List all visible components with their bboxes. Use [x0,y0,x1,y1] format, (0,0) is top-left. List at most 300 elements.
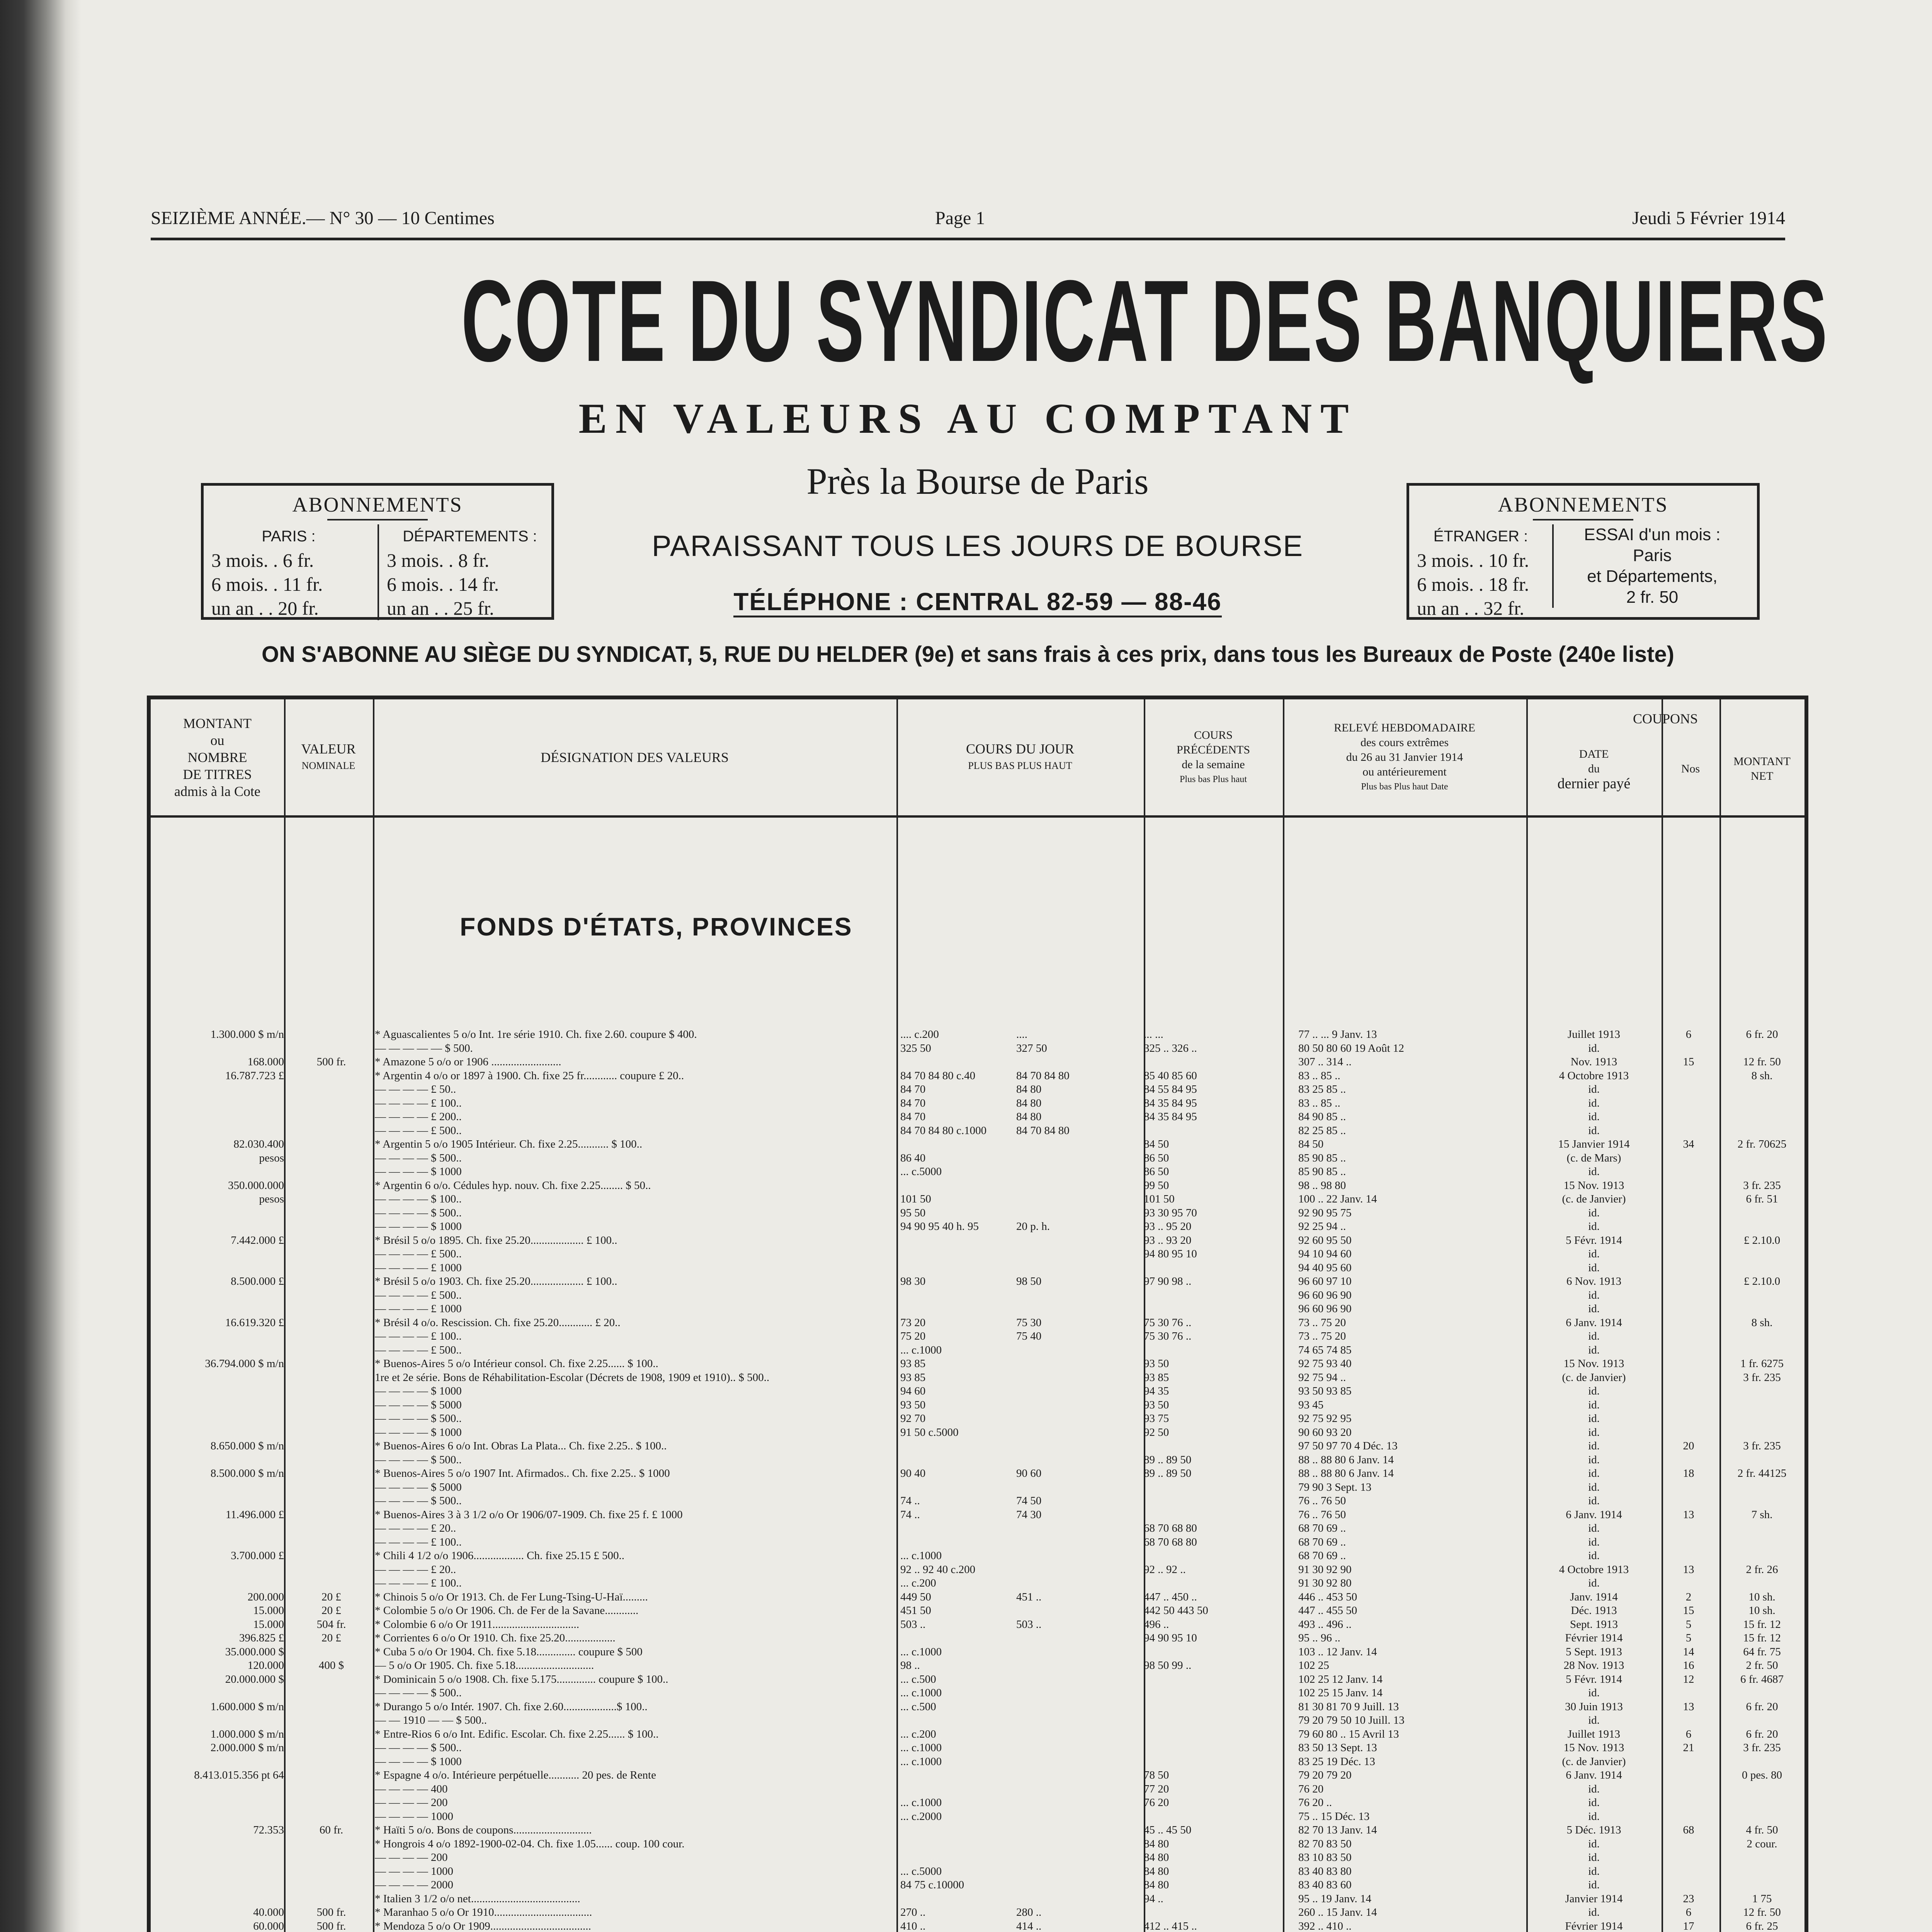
cours-jour-bas-cell: 94 60 [900,1385,926,1397]
coupon-number-cell: 6 [1685,1028,1692,1041]
designation-cell: — — — — £ 500.. [375,1124,462,1137]
cours-jour-bas-cell: 92 70 [900,1412,926,1425]
header-text: Nos [1681,762,1700,775]
cours-precedents-cell: 68 70 68 80 [1144,1536,1197,1548]
coupon-number-cell: 68 [1683,1824,1694,1836]
releve-cell: 92 75 93 40 [1298,1357,1352,1370]
coupon-date-cell: 6 Janv. 1914 [1566,1316,1622,1329]
coupon-date-cell: Déc. 1913 [1571,1604,1617,1617]
nominal-value-cell: 60 fr. [319,1824,344,1836]
releve-cell: 96 60 96 90 [1298,1303,1352,1315]
cours-precedents-cell: 45 .. 45 50 [1144,1824,1192,1836]
amount-cell: 396.825 £ [239,1632,284,1644]
releve-cell: 96 60 96 90 [1298,1289,1352,1301]
designation-cell: * Brésil 4 o/o. Rescission. Ch. fixe 25.20............ £ 20.. [375,1316,621,1329]
table-row [0,1851,1932,1864]
subscriptions-box-france [201,483,554,620]
cours-jour-bas-cell: 94 90 95 40 h. 95 [900,1220,979,1233]
releve-cell: 83 25 85 .. [1298,1083,1346,1095]
table-row [0,1220,1932,1233]
amount-cell: 8.500.000 $ m/n [210,1467,284,1480]
header-text: NOMINALE [301,760,355,771]
coupon-net-cell: 12 fr. 50 [1743,1056,1781,1068]
releve-cell: 68 70 69 .. [1298,1549,1346,1562]
coupon-number-cell: 23 [1683,1892,1694,1905]
cours-jour-bas-cell: .... c.200 [900,1028,939,1041]
cours-precedents-cell: 93 50 [1144,1357,1169,1370]
table-row [0,1563,1932,1576]
table-row [0,1426,1932,1439]
coupon-date-cell: Nov. 1913 [1570,1056,1617,1068]
releve-cell: 93 50 93 85 [1298,1385,1352,1397]
header-text: du 26 au 31 Janvier 1914 [1346,751,1463,764]
amount-cell: 36.794.000 $ m/n [205,1357,284,1370]
cours-jour-bas-cell: ... c.500 [900,1700,936,1713]
amount-cell: 35.000.000 $ [225,1645,284,1658]
coupon-number-cell: 18 [1683,1467,1694,1480]
nominal-value-cell: 20 £ [321,1604,341,1617]
coupon-date-cell: Février 1914 [1565,1632,1623,1644]
designation-cell: * Amazone 5 o/o or 1906 ......................... [375,1056,561,1068]
coupon-date-cell: id. [1588,1220,1600,1233]
amount-cell: pesos [259,1193,284,1205]
table-row [0,1192,1932,1206]
designation-cell: — — — — $ 1000 [375,1220,462,1233]
amount-cell: 8.413.015.356 pt 64 [194,1769,284,1781]
coupon-date-cell: 5 Févr. 1914 [1566,1673,1622,1685]
table-row [0,1302,1932,1315]
designation-cell: — — — — £ 20.. [375,1522,456,1534]
table-row [0,1494,1932,1507]
nominal-value-cell: 500 fr. [316,1920,346,1932]
coupon-date-cell: id. [1588,1165,1600,1178]
cours-precedents-cell: 77 20 [1144,1782,1169,1795]
coupon-date-cell: Juillet 1913 [1567,1728,1621,1740]
releve-cell: 85 90 85 .. [1298,1165,1346,1178]
designation-cell: — — — — $ 500.. [375,1151,462,1164]
cours-precedents-cell: 84 80 [1144,1851,1169,1864]
subscriptions-title: ABONNEMENTS [1409,493,1757,520]
amount-cell: 120.000 [247,1659,284,1672]
table-row [0,1151,1932,1165]
amount-cell: 3.700.000 £ [231,1549,284,1562]
coupon-date-cell: id. [1588,1495,1600,1507]
designation-cell: * Dominicain 5 o/o 1908. Ch. fixe 5.175.............. coupure $ 100.. [375,1673,668,1685]
table-row [0,1275,1932,1288]
cours-jour-bas-cell: ... c.1000 [900,1344,942,1356]
table-row [0,1042,1932,1055]
designation-cell: * Mendoza 5 o/o Or 1909.................................... [375,1920,591,1932]
amount-cell: 1.600.000 $ m/n [210,1700,284,1713]
designation-cell: — — — — $ 5000 [375,1398,462,1411]
releve-cell: 73 .. 75 20 [1298,1330,1346,1342]
amount-cell: 2.000.000 $ m/n [210,1742,284,1754]
cours-jour-bas-cell: 98 30 [900,1275,926,1287]
table-row [0,1878,1932,1891]
cours-precedents-cell: 76 20 [1144,1796,1169,1809]
cours-jour-haut-cell: 75 40 [1016,1330,1042,1342]
releve-cell: 75 .. 15 Déc. 13 [1298,1810,1370,1823]
designation-cell: — — — — 1000 [375,1865,453,1878]
coupon-net-cell: 1 fr. 6275 [1740,1357,1784,1370]
releve-cell: 73 .. 75 20 [1298,1316,1346,1329]
designation-cell: * Colombie 5 o/o Or 1906. Ch. de Fer de la Savane............ [375,1604,639,1617]
nominal-value-cell: 400 $ [318,1659,344,1672]
coupon-number-cell: 5 [1685,1618,1692,1631]
cours-jour-bas-cell: 93 50 [900,1398,926,1411]
cours-jour-haut-cell: 84 80 [1016,1111,1042,1123]
cours-precedents-cell: 84 50 [1144,1138,1169,1150]
table-row [0,1124,1932,1137]
designation-cell: * Durango 5 o/o Intér. 1907. Ch. fixe 2.60...................$ 100.. [375,1700,648,1713]
cours-jour-haut-cell: 451 .. [1016,1590,1042,1603]
table-row [0,1810,1932,1823]
cours-precedents-cell: 84 80 [1144,1879,1169,1891]
cours-jour-bas-cell: 95 50 [900,1206,926,1219]
price-row: 3 mois. . 10 fr. [1417,549,1529,571]
coupon-net-cell: 7 sh. [1751,1508,1773,1521]
header-text: RELEVÉ HEBDOMADAIRE [1334,721,1475,734]
section-title: FONDS D'ÉTATS, PROVINCES [460,912,853,941]
coupon-number-cell: 2 [1685,1590,1692,1603]
designation-cell: — — — — 200 [375,1851,448,1864]
coupon-number-cell: 5 [1685,1632,1692,1644]
cours-jour-bas-cell: 93 85 [900,1371,926,1384]
releve-cell: 307 .. 314 .. [1298,1056,1352,1068]
cours-jour-bas-cell: 84 70 [900,1111,926,1123]
cours-precedents-cell: 89 .. 89 50 [1144,1467,1192,1480]
bourse-de-paris-line: Près la Bourse de Paris [806,461,1149,502]
cours-precedents-cell: 94 80 95 10 [1144,1248,1197,1260]
designation-cell: 1re et 2e série. Bons de Réhabilitation-Escolar (Décrets de 1908, 1909 et 1910).. $ 500.. [375,1371,770,1384]
table-row [0,1865,1932,1878]
cours-precedents-cell: 412 .. 415 .. [1144,1920,1197,1932]
cours-jour-haut-cell: 90 60 [1016,1467,1042,1480]
releve-cell: 90 60 93 20 [1298,1426,1352,1439]
subscriptions-box-abroad [1406,483,1760,620]
designation-cell: — — — — £ 50.. [375,1083,456,1095]
cours-jour-haut-cell: 74 30 [1016,1508,1042,1521]
header-text: de la semaine [1182,758,1245,771]
table-row [0,1823,1932,1837]
releve-cell: 83 25 19 Déc. 13 [1298,1755,1375,1768]
coupon-date-cell: id. [1588,1782,1600,1795]
coupon-net-cell: 10 sh. [1748,1604,1776,1617]
designation-cell: * Buenos-Aires 6 o/o Int. Obras La Plata... Ch. fixe 2.25.. $ 100.. [375,1440,667,1452]
designation-cell: * Colombie 6 o/o Or 1911............................... [375,1618,579,1631]
cours-jour-bas-cell: ... c.1000 [900,1742,942,1754]
releve-cell: 96 60 97 10 [1298,1275,1352,1287]
publication-frequency: PARAISSANT TOUS LES JOURS DE BOURSE [651,530,1304,563]
coupon-net-cell: 3 fr. 235 [1743,1440,1781,1452]
subscription-notice: ON S'ABONNE AU SIÈGE DU SYNDICAT, 5, RUE DU HELDER (9e) et sans frais à ces prix, dans tous les Bureaux de Poste (240e liste) [262,642,1674,667]
price-row: 6 mois. . 18 fr. [1417,573,1529,595]
designation-cell: — — — — £ 500.. [375,1289,462,1301]
coupon-date-cell: id. [1588,1330,1600,1342]
cours-jour-bas-cell: ... c.1000 [900,1687,942,1699]
releve-cell: 493 .. 496 .. [1298,1618,1352,1631]
table-row [0,1055,1932,1068]
coupon-number-cell: 6 [1685,1728,1692,1740]
designation-cell: — — — — 200 [375,1796,448,1809]
cours-jour-bas-cell: 84 75 c.10000 [900,1879,964,1891]
header-cours-precedents [1144,699,1283,815]
coupon-date-cell: (c. de Janvier) [1562,1193,1626,1205]
releve-cell: 103 .. 12 Janv. 14 [1298,1645,1377,1658]
header-text: PLUS BAS PLUS HAUT [968,760,1072,771]
coupon-date-cell: id. [1588,1303,1600,1315]
cours-jour-haut-cell: 84 70 84 80 [1016,1124,1070,1137]
releve-cell: 94 10 94 60 [1298,1248,1352,1260]
header-montant [151,699,284,815]
coupon-net-cell: 15 fr. 12 [1743,1632,1781,1644]
designation-cell: — — — — £ 20.. [375,1563,456,1576]
table-row [0,1138,1932,1151]
table-row [0,1179,1932,1192]
cours-jour-bas-cell: ... c.1000 [900,1796,942,1809]
releve-cell: 77 .. ... 9 Janv. 13 [1298,1028,1377,1041]
cours-jour-bas-cell: 91 50 c.5000 [900,1426,959,1439]
amount-cell: 16.619.320 £ [225,1316,284,1329]
coupon-date-cell: id. [1588,1467,1600,1480]
coupon-number-cell: 6 [1685,1906,1692,1918]
amount-cell: 1.300.000 $ m/n [210,1028,284,1041]
coupon-date-cell: id. [1588,1851,1600,1864]
designation-cell: * Brésil 5 o/o 1903. Ch. fixe 25.20................... £ 100.. [375,1275,617,1287]
designation-cell: — — — — £ 100.. [375,1097,462,1109]
coupon-date-cell: id. [1588,1536,1600,1548]
header-cours-du-jour [896,699,1144,815]
coupon-net-cell: 64 fr. 75 [1743,1645,1781,1658]
cours-jour-bas-cell: 449 50 [900,1590,931,1603]
table-row [0,1165,1932,1178]
releve-cell: 80 50 80 60 19 Août 12 [1298,1042,1404,1054]
table-row [0,1481,1932,1494]
designation-cell: — — — — $ 500.. [375,1206,462,1219]
table-row [0,1536,1932,1549]
table-row [0,1330,1932,1343]
nominal-value-cell: 500 fr. [316,1056,346,1068]
amount-cell: 60.000 [253,1920,284,1932]
essai-line: et Départements, [1587,567,1718,586]
releve-cell: 81 30 81 70 9 Juill. 13 [1298,1700,1399,1713]
cours-jour-bas-cell: 86 40 [900,1151,926,1164]
table-row [0,1467,1932,1480]
releve-cell: 68 70 69 .. [1298,1536,1346,1548]
cours-precedents-cell: 93 .. 95 20 [1144,1220,1192,1233]
price-row: un an . . 32 fr. [1417,597,1524,619]
releve-cell: 93 45 [1298,1398,1324,1411]
table-row [0,1261,1932,1274]
designation-cell: * Argentin 6 o/o. Cédules hyp. nouv. Ch. fixe 2.25........ $ 50.. [375,1179,651,1192]
releve-cell: 91 30 92 80 [1298,1577,1352,1589]
header-text: des cours extrêmes [1360,736,1449,749]
table-row [0,1357,1932,1370]
coupon-number-cell: 15 [1683,1056,1694,1068]
coupon-date-cell: id. [1588,1879,1600,1891]
coupon-net-cell: 2 fr. 50 [1746,1659,1778,1672]
coupon-date-cell: id. [1588,1097,1600,1109]
designation-cell: * Hongrois 4 o/o 1892-1900-02-04. Ch. fixe 1.05...... coup. 100 cour. [375,1837,685,1850]
designation-cell: * Buenos-Aires 5 o/o Intérieur consol. Ch. fixe 2.25...... $ 100.. [375,1357,658,1370]
designation-cell: * Maranhao 5 o/o Or 1910................................... [375,1906,592,1918]
header-text: ou [210,733,224,748]
table-row [0,1686,1932,1699]
cours-jour-bas-cell: ... c.200 [900,1728,936,1740]
cours-precedents-cell: 94 .. [1144,1892,1163,1905]
coupon-date-cell: id. [1588,1083,1600,1095]
coupon-date-cell: 4 Octobre 1913 [1559,1563,1629,1576]
releve-cell: 79 60 80 .. 15 Avril 13 [1298,1728,1399,1740]
coupon-date-cell: id. [1588,1385,1600,1397]
newspaper-title: COTE DU SYNDICAT DES BANQUIERS [461,256,1829,386]
header-text: COURS [1194,729,1233,742]
cours-precedents-cell: 442 50 443 50 [1144,1604,1208,1617]
coupon-number-cell: 16 [1683,1659,1694,1672]
cours-jour-bas-cell: ... c.200 [900,1577,936,1589]
coupon-date-cell: Juillet 1913 [1567,1028,1621,1041]
coupon-date-cell: 5 Févr. 1914 [1566,1234,1622,1247]
designation-cell: * Aguascalientes 5 o/o Int. 1re série 1910. Ch. fixe 2.60. coupure $ 400. [375,1028,697,1041]
releve-cell: 88 .. 88 80 6 Janv. 14 [1298,1467,1394,1480]
table-row [0,1728,1932,1741]
coupon-net-cell: 6 fr. 51 [1746,1193,1778,1205]
coupon-date-cell: id. [1588,1577,1600,1589]
coupon-net-cell: £ 2.10.0 [1743,1275,1781,1287]
coupon-number-cell: 17 [1683,1920,1694,1932]
designation-cell: — — — — $ 100.. [375,1193,462,1205]
coupon-net-cell: 8 sh. [1751,1069,1773,1082]
table-row [0,1439,1932,1452]
designation-cell: — — — — £ 1000 [375,1303,462,1315]
designation-cell: — — — — $ 500.. [375,1495,462,1507]
coupon-date-cell: 5 Déc. 1913 [1566,1824,1621,1836]
coupon-date-cell: 15 Janvier 1914 [1558,1138,1630,1150]
cours-jour-haut-cell: 75 30 [1016,1316,1042,1329]
amount-cell: 8.500.000 £ [231,1275,284,1287]
cours-jour-haut-cell: 98 50 [1016,1275,1042,1287]
header-text: VALEUR [301,741,356,757]
releve-cell: 102 25 [1298,1659,1329,1672]
table-row [0,1453,1932,1466]
header-text: du [1588,762,1600,775]
cours-jour-haut-cell: 84 80 [1016,1097,1042,1109]
releve-cell: 98 .. 98 80 [1298,1179,1346,1192]
table-row [0,1549,1932,1562]
header-text: Plus bas Plus haut [1179,774,1247,784]
essai-line: ESSAI d'un mois : [1584,525,1721,544]
coupon-number-cell: 20 [1683,1440,1694,1452]
header-text: admis à la Cote [174,784,260,799]
cours-precedents-cell: 89 .. 89 50 [1144,1453,1192,1466]
coupon-net-cell: 6 fr. 20 [1746,1028,1778,1041]
coupon-net-cell: 15 fr. 12 [1743,1618,1781,1631]
releve-cell: 83 .. 85 .. [1298,1097,1340,1109]
coupon-number-cell: 13 [1683,1508,1694,1521]
header-releve-hebdomadaire [1283,699,1526,815]
cours-jour-bas-cell: 75 20 [900,1330,926,1342]
coupon-net-cell: 1 75 [1752,1892,1772,1905]
cours-precedents-cell: 325 .. 326 .. [1144,1042,1197,1054]
telephone-line [560,587,1395,616]
header-text: NET [1750,770,1774,782]
price-row: 3 mois. . 8 fr. [387,549,490,571]
amount-cell: 7.442.000 £ [231,1234,284,1247]
releve-cell: 79 90 3 Sept. 13 [1298,1481,1372,1493]
releve-cell: 92 90 95 75 [1298,1206,1352,1219]
cours-jour-bas-cell: ... c.5000 [900,1165,942,1178]
cours-jour-bas-cell: 84 70 84 80 c.1000 [900,1124,987,1137]
releve-cell: 84 90 85 .. [1298,1111,1346,1123]
designation-cell: * Argentin 5 o/o 1905 Intérieur. Ch. fixe 2.25........... $ 100.. [375,1138,643,1150]
coupon-date-cell: 6 Janv. 1914 [1566,1508,1622,1521]
subscriptions-departements [378,524,553,620]
subscriptions-departements-head: DÉPARTEMENTS : [403,528,537,545]
cours-precedents-cell: 93 75 [1144,1412,1169,1425]
nominal-value-cell: 20 £ [321,1590,341,1603]
header-date-dernier [1526,723,1662,815]
coupon-date-cell: 30 Juin 1913 [1565,1700,1623,1713]
releve-cell: 92 75 94 .. [1298,1371,1346,1384]
table-row [0,1769,1932,1782]
releve-cell: 83 .. 85 .. [1298,1069,1340,1082]
table-row [0,1522,1932,1535]
cours-precedents-cell: 84 80 [1144,1837,1169,1850]
releve-cell: 91 30 92 90 [1298,1563,1352,1576]
designation-cell: — — — — 2000 [375,1879,453,1891]
cours-precedents-cell: 94 35 [1144,1385,1169,1397]
releve-cell: 85 90 85 .. [1298,1151,1346,1164]
amount-cell: 1.000.000 $ m/n [210,1728,284,1740]
coupon-date-cell: id. [1588,1412,1600,1425]
cours-precedents-cell: 93 50 [1144,1398,1169,1411]
designation-cell: — — — — — $ 500. [375,1042,473,1054]
cours-precedents-cell: 99 50 [1144,1179,1169,1192]
table-row [0,1920,1932,1932]
amount-cell: 11.496.000 £ [225,1508,284,1521]
header-montant-net [1719,723,1804,815]
price-row: un an . . 20 fr. [211,597,319,619]
table-header-rule [151,815,1804,818]
coupon-date-cell: (c. de Mars) [1566,1151,1621,1164]
releve-cell: 83 40 83 60 [1298,1879,1352,1891]
coupon-net-cell: 12 fr. 50 [1743,1906,1781,1918]
releve-cell: 92 75 92 95 [1298,1412,1352,1425]
amount-cell: pesos [259,1151,284,1164]
coupon-date-cell: 4 Octobre 1913 [1559,1069,1629,1082]
coupon-number-cell: 13 [1683,1700,1694,1713]
designation-cell: * Entre-Rios 6 o/o Int. Edific. Escolar. Ch. fixe 2.25...... $ 100.. [375,1728,659,1740]
designation-cell: — — — — $ 1000 [375,1755,462,1768]
coupon-date-cell: 15 Nov. 1913 [1563,1742,1624,1754]
coupon-date-cell: id. [1588,1810,1600,1823]
designation-cell: — — — — £ 100.. [375,1330,462,1342]
table-row [0,1604,1932,1617]
designation-cell: — — — — $ 500.. [375,1453,462,1466]
releve-cell: 84 50 [1298,1138,1324,1150]
cours-jour-haut-cell: 84 70 84 80 [1016,1069,1070,1082]
header-designation [373,699,896,815]
cours-precedents-cell: 98 50 99 .. [1144,1659,1192,1672]
table-row [0,1371,1932,1384]
coupon-net-cell: 6 fr. 4687 [1740,1673,1784,1685]
cours-precedents-cell: 84 35 84 95 [1144,1097,1197,1109]
essai-line: Paris [1633,546,1672,565]
table-row [0,1673,1932,1686]
table-row [0,1412,1932,1425]
issue-date: Jeudi 5 Février 1914 [1632,208,1785,228]
releve-cell: 92 25 94 .. [1298,1220,1346,1233]
